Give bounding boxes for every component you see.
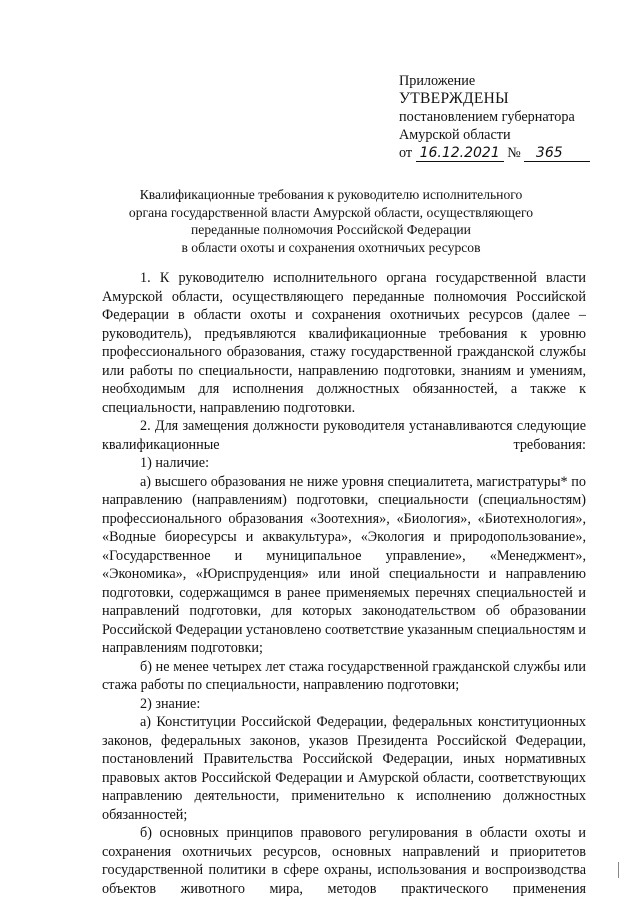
- title-line-2: органа государственной власти Амурской области, осуществляющего: [128, 204, 534, 220]
- scan-edge-mark: [618, 862, 625, 878]
- paragraph-2: 2. Для замещения должности руководителя устанавливаются следующие квалификационные требования:: [102, 418, 586, 453]
- from-prefix: от: [399, 145, 413, 161]
- approved-label: УТВЕРЖДЕНЫ: [399, 90, 509, 107]
- approval-line-2: Амурской области: [399, 127, 511, 143]
- paragraph-3: 1) наличие:: [140, 455, 210, 471]
- approval-line-1: постановлением губернатора: [399, 109, 575, 125]
- approval-block: [399, 72, 619, 162]
- paragraph-8: б) основных принципов правового регулирования в области охоты и сохранения охотничьих ресурсов, основных направлений и приоритетов государственной политики в сфере охраны, использования и воспроизводства объектов животного мира, методов практического применения: [102, 825, 586, 897]
- paragraph-1: 1. К руководителю исполнительного органа государственной власти Амурской области, осуществляющего переданные полномочия Российской Федерации в области охоты и сохранения охотничьих ресурсов (далее – руководитель), предъявляются квалификационные требования к уровню профессионального образования, стажу государственной гражданской службы или работы по специальности, направлению подготовки, знаниям и умениям, необходимым для исполнения должностных обязанностей, а также к специальности, направлению подготовки.: [102, 270, 586, 416]
- title-line-4: в области охоты и сохранения охотничьих ресурсов: [181, 239, 481, 255]
- handwritten-date: 16.12.2021: [416, 146, 504, 162]
- underline-tail: [574, 147, 590, 162]
- paragraph-7: а) Конституции Российской Федерации, федеральных конституционных законов, федеральных законов, указов Президента Российской Федерации, постановлений Правительства Российской Федерации, иных нормативных правовых актов Российской Федерации и Амурской области, соответствующих направлению деятельности, применительно к исполнению должностных обязанностей;: [102, 714, 586, 823]
- appendix-label: Приложение: [399, 73, 476, 89]
- title-line-3: переданные полномочия Российской Федерации: [191, 222, 471, 237]
- handwritten-number: 365: [524, 146, 574, 162]
- title-line-1: Квалификационные требования к руководителю исполнительного: [139, 187, 523, 202]
- paragraph-4: а) высшего образования не ниже уровня специалитета, магистратуры* по направлению (направлениям) подготовки, специальности (специальностям) профессионального образования «Зоотехния», «Биология», «Биотехнология», «Водные биоресурсы и аквакультура», «Экология и природопользование», «Государственное и муниципальное управление», «Менеджмент», «Экономика», «Юриспруденция» или иной специальности и направлению подготовки, содержащимся в ранее применяемых перечнях специальностей и направлений подготовки, для которых законодательством об образовании Российской Федерации установлено соответствие указанным специальностям и направлениям подготовки;: [102, 473, 586, 656]
- paragraph-5: б) не менее четырех лет стажа государственной гражданской службы или стажа работы по специальности, направлению подготовки;: [102, 658, 586, 693]
- paragraph-6: 2) знание:: [140, 695, 201, 712]
- number-prefix: №: [507, 145, 521, 161]
- document-body: [102, 269, 586, 898]
- document-title: [96, 186, 566, 256]
- date-number-line: [399, 144, 619, 162]
